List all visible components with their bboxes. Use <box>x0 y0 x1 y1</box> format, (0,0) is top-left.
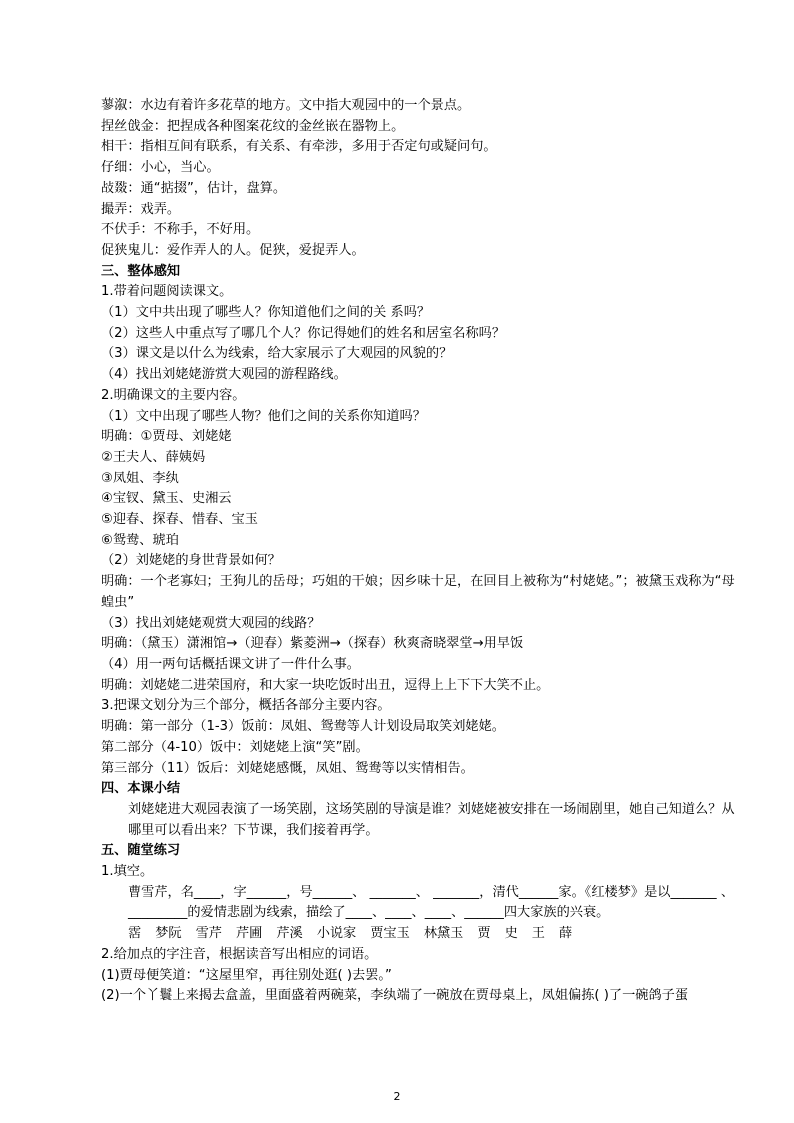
text-line: ⑥鸳鸯、琥珀 <box>101 532 179 548</box>
text-line: 捏丝戗金：把捏成各种图案花纹的金丝嵌在器物上。 <box>101 118 405 134</box>
word-bank-item: 薛 <box>558 926 573 942</box>
text-line: （3）找出刘姥姥观赏大观园的线路？ <box>101 615 321 631</box>
text-line: 敁敠：通“掂掇”，估计，盘算。 <box>101 180 287 196</box>
text-line: 不伏手：不称手，不好用。 <box>101 222 260 238</box>
word-bank <box>101 924 741 945</box>
text-line: 相干：指相互间有联系，有关系、有牵涉，多用于否定句或疑问句。 <box>101 139 497 155</box>
text-line: 明确：一个老寡妇；王狗儿的岳母；巧姐的干娘；因乡味十足，在回目上被称为“村姥姥。”；被黛玉戏称为“母蝗虫” <box>101 574 735 610</box>
word-bank-item: 王 <box>531 926 545 942</box>
text-line: 曹雪芹，名____，字______，号______、 _______、 _______，清代______家。《红楼梦》是以_______ 、 _________的爱情悲剧为线索，描绘了____、____、____、______四大家族的兴衰。 <box>128 884 735 921</box>
text-line: （4）找出刘姥姥游赏大观园的游程路线。 <box>101 367 347 383</box>
text-line: 3.把课文划分为三个部分，概括各部分主要内容。 <box>101 698 391 714</box>
text-line: （2）刘姥姥的身世背景如何？ <box>101 553 281 569</box>
text-line: ②王夫人、薛姨妈 <box>101 449 206 465</box>
text-line: 1.带着问题阅读课文。 <box>101 284 233 300</box>
text-line: 明确：（黛玉）潇湘馆→（迎春）紫菱洲→（探春）秋爽斋晓翠堂→用早饭 <box>101 636 524 652</box>
text-line: 第三部分（11）饭后：刘姥姥感慨，凤姐、鸳鸯等以实情相告。 <box>101 760 474 776</box>
text-line: （2）这些人中重点写了哪几个人？你记得她们的姓名和居室名称吗？ <box>101 325 506 341</box>
text-line: 蓼溆：水边有着许多花草的地方。文中指大观园中的一个景点。 <box>101 98 471 113</box>
text-line: (1)贾母便笑道：“这屋里窄，再往别处逛( )去罢。” <box>101 967 392 983</box>
word-bank-item: 雪芹 <box>195 926 222 942</box>
text-line: 2.给加点的字注音，根据读音写出相应的词语。 <box>101 946 378 962</box>
text-line: 促狭鬼儿：爱作弄人的人。促狭，爱捉弄人。 <box>101 242 365 258</box>
text-line: 第二部分（4-10）饭中：刘姥姥上演“笑”剧。 <box>101 739 369 755</box>
section-heading: 五、随堂练习 <box>101 843 181 859</box>
word-bank-item: 小说家 <box>316 926 357 942</box>
text-line: 仔细：小心，当心。 <box>101 160 220 176</box>
word-bank-item: 芹圃 <box>235 926 263 942</box>
text-line: （1）文中共出现了哪些人？你知道他们之间的关 系吗？ <box>101 305 431 321</box>
text-line: 1.填空。 <box>101 864 154 880</box>
word-bank-item: 梦阮 <box>155 926 182 942</box>
text-line: （4）用一两句话概括课文讲了一件什么事。 <box>101 656 360 672</box>
word-bank-item: 霑 <box>128 926 142 942</box>
text-line: ⑤迎春、探春、惜春、宝玉 <box>101 512 258 528</box>
text-line: (2)一个丫鬟上来揭去盒盖，里面盛着两碗菜，李纨端了一碗放在贾母桌上，凤姐偏拣( )了一碗鸽子蛋 <box>101 988 689 1004</box>
text-line: （3）课文是以什么为线索，给大家展示了大观园的风貌的？ <box>101 346 453 362</box>
text-line: ③凤姐、李纨 <box>101 470 179 486</box>
text-line: 刘姥姥进大观园表演了一场笑剧，这场笑剧的导演是谁？刘姥姥被安排在一场闹剧里，她自己知道么？从哪里可以看出来？下节课，我们接着再学。 <box>128 801 735 838</box>
word-bank-item: 芹溪 <box>276 926 303 942</box>
text-line: （1）文中出现了哪些人物？他们之间的关系你知道吗？ <box>101 408 426 424</box>
document-body <box>101 96 741 1007</box>
text-line: ④宝钗、黛玉、史湘云 <box>101 491 232 507</box>
word-bank-item: 贾 <box>477 926 491 942</box>
text-line: 撮弄：戏弄。 <box>101 201 181 217</box>
text-line: 明确：刘姥姥二进荣国府，和大家一块吃饭时出丑，逗得上上下下大笑不止。 <box>101 677 550 693</box>
text-lines <box>101 96 741 924</box>
word-bank-item: 贾宝玉 <box>370 926 410 942</box>
word-bank-item: 史 <box>504 926 518 942</box>
text-line: 明确：①贾母、刘姥姥 <box>101 429 232 445</box>
section-heading: 四、本课小结 <box>101 781 181 797</box>
word-bank-item: 林黛玉 <box>423 926 464 942</box>
section-heading: 三、整体感知 <box>101 263 181 279</box>
text-line: 2.明确课文的主要内容。 <box>101 387 246 403</box>
text-line: 明确：第一部分（1-3）饭前：凤姐、鸳鸯等人计划设局取笑刘姥姥。 <box>101 719 505 735</box>
page-number: 2 <box>393 1090 401 1103</box>
text-lines-after <box>101 945 741 1007</box>
